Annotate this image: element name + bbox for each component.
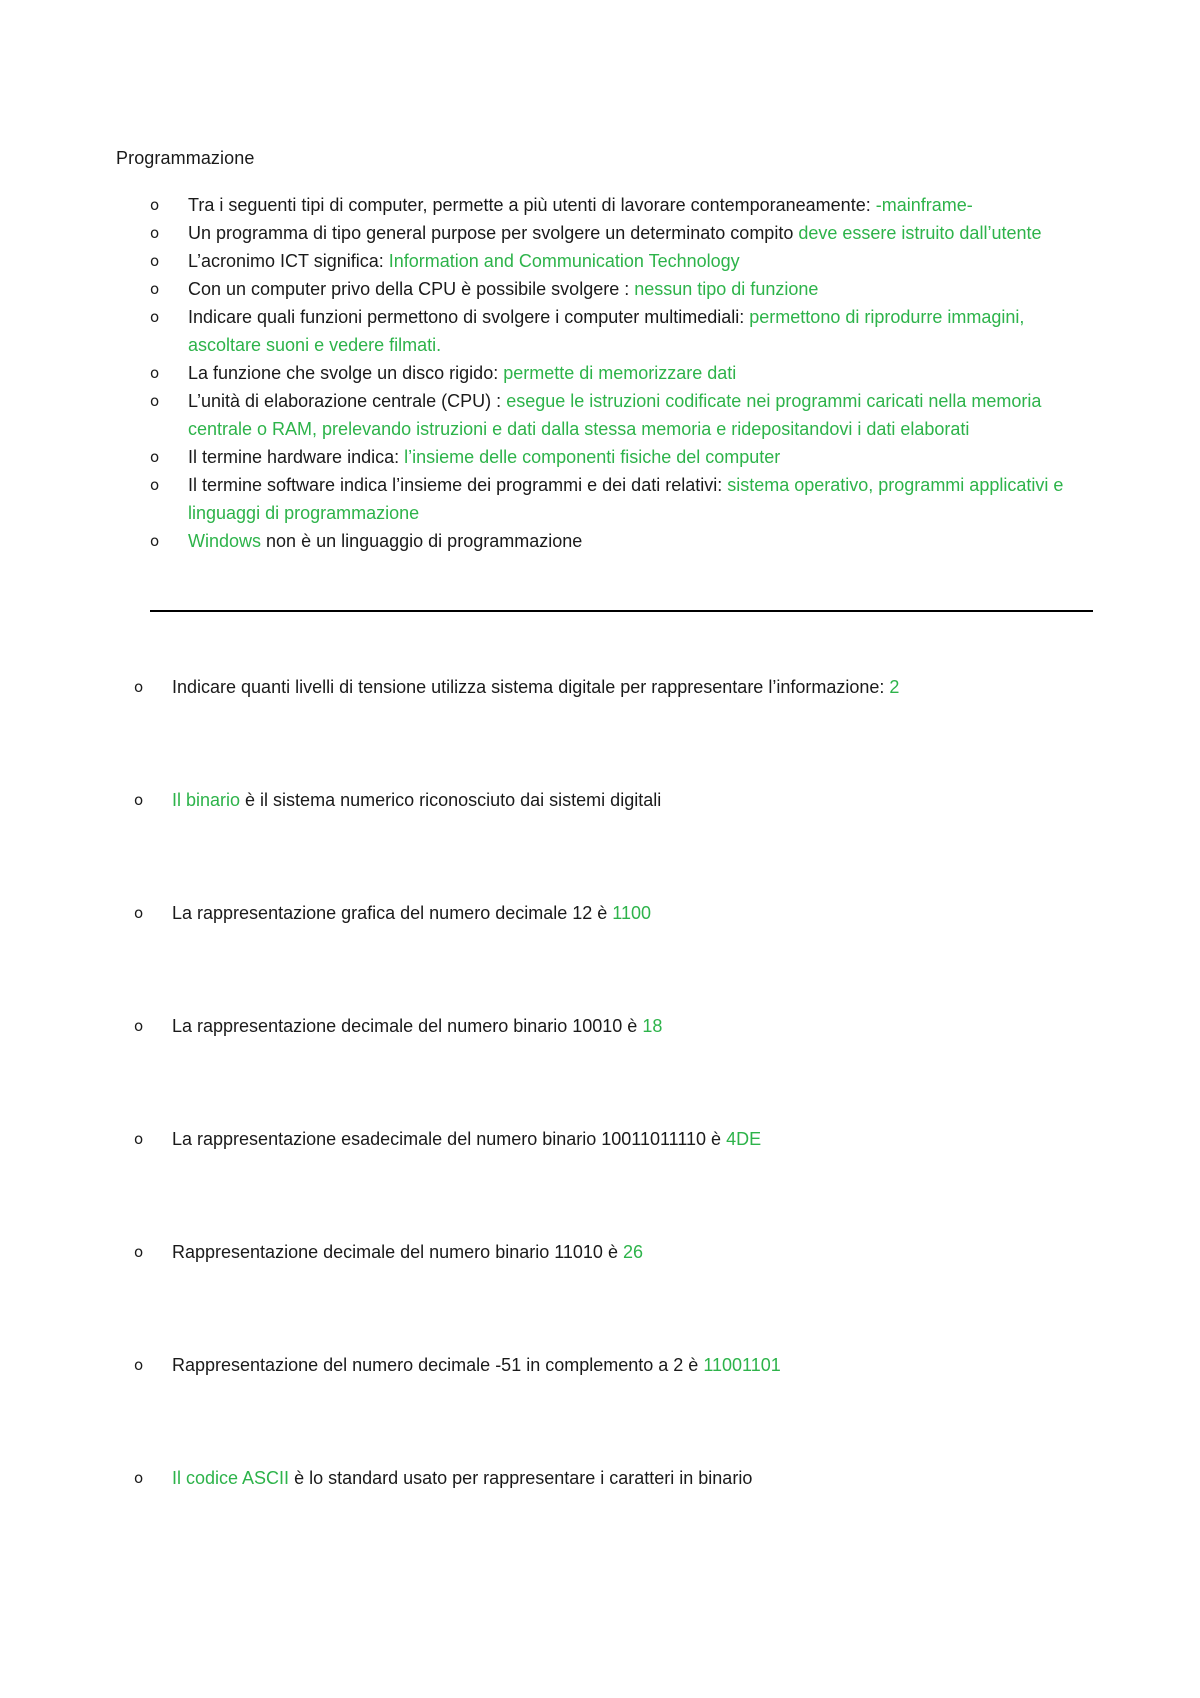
question-text: Indicare quali funzioni permettono di svolgere i computer multimediali: [188, 307, 750, 327]
question-text: Il termine hardware indica: [188, 447, 405, 467]
bullet-icon: o [134, 678, 144, 696]
bullet-icon: o [150, 224, 160, 242]
answer-text: Windows [188, 531, 262, 551]
question-text: L’acronimo ICT significa: [188, 251, 389, 271]
list-item [134, 1012, 1132, 1040]
list-item [134, 1464, 1132, 1492]
bullet-icon: o [150, 448, 160, 466]
answer-text: Il binario [172, 790, 241, 810]
bullet-icon: o [134, 1130, 144, 1148]
answer-text: permette di memorizzare dati [503, 363, 737, 383]
bullet-icon: o [134, 1356, 144, 1374]
list-item [134, 673, 1132, 701]
list-item [134, 1351, 1132, 1379]
question-text: Il termine software indica l’insieme dei programmi e dei dati relativi: [188, 475, 728, 495]
question-text: Rappresentazione decimale del numero binario 11010 è [172, 1242, 623, 1262]
answer-text: nessun tipo di funzione [634, 279, 819, 299]
question-text: Un programma di tipo general purpose per svolgere un determinato compito [188, 223, 799, 243]
bullet-icon: o [134, 791, 144, 809]
answer-text: sistema operativo, programmi applicativi e linguaggi di programmazione [188, 475, 1064, 523]
question-text: Con un computer privo della CPU è possibile svolgere : [188, 279, 635, 299]
question-text: La rappresentazione esadecimale del numero binario 10011011110 è [172, 1129, 727, 1149]
question-text: L’unità di elaborazione centrale (CPU) : [188, 391, 507, 411]
bullet-icon: o [150, 532, 160, 550]
list-item [134, 899, 1132, 927]
bullet-icon: o [134, 1017, 144, 1035]
answer-text: 2 [889, 677, 900, 697]
answer-text: esegue le istruzioni codificate nei programmi caricati nella memoria centrale o RAM, prelevando istruzioni e dati dalla stessa memoria e ridepositandovi i dati elaborati [188, 391, 1042, 439]
list-item [134, 786, 1132, 814]
bullet-icon: o [134, 1469, 144, 1487]
list-item [134, 1238, 1132, 1266]
question-text: La funzione che svolge un disco rigido: [188, 363, 504, 383]
answer-text: deve essere istruito dall’utente [798, 223, 1042, 243]
bullet-icon: o [150, 476, 160, 494]
answer-text: permettono di riprodurre immagini, ascoltare suoni e vedere filmati. [188, 307, 1025, 355]
bullet-icon: o [134, 1243, 144, 1261]
question-text: Rappresentazione del numero decimale -51 in complemento a 2 è [172, 1355, 704, 1375]
bullet-icon: o [150, 308, 160, 326]
question-text: La rappresentazione grafica del numero decimale 12 è [172, 903, 613, 923]
question-text: è il sistema numerico riconosciuto dai sistemi digitali [240, 790, 662, 810]
bullet-icon: o [150, 392, 160, 410]
bullet-icon: o [150, 252, 160, 270]
answer-text: l’insieme delle componenti fisiche del computer [404, 447, 781, 467]
page-title: Programmazione [116, 148, 255, 168]
answer-text: 18 [642, 1016, 663, 1036]
answer-text: 4DE [726, 1129, 762, 1149]
question-text: Indicare quanti livelli di tensione utilizza sistema digitale per rappresentare l’informazione: [172, 677, 890, 697]
answer-text: 1100 [612, 903, 651, 923]
question-text: è lo standard usato per rappresentare i caratteri in binario [289, 1468, 753, 1488]
list-item [134, 1125, 1132, 1153]
bullet-icon: o [150, 280, 160, 298]
answer-text: 26 [622, 1242, 643, 1262]
answer-text: Information and Communication Technology [388, 251, 740, 271]
answer-text: Il codice ASCII [172, 1468, 290, 1488]
answer-text: 11001101 [703, 1355, 781, 1375]
bullet-icon: o [134, 904, 144, 922]
question-text: Tra i seguenti tipi di computer, permette a più utenti di lavorare contemporaneamente: [188, 195, 876, 215]
answer-text: -mainframe- [875, 195, 973, 215]
question-text: La rappresentazione decimale del numero binario 10010 è [172, 1016, 643, 1036]
bullet-icon: o [150, 364, 160, 382]
question-text: non è un linguaggio di programmazione [261, 531, 583, 551]
bullet-icon: o [150, 196, 160, 214]
